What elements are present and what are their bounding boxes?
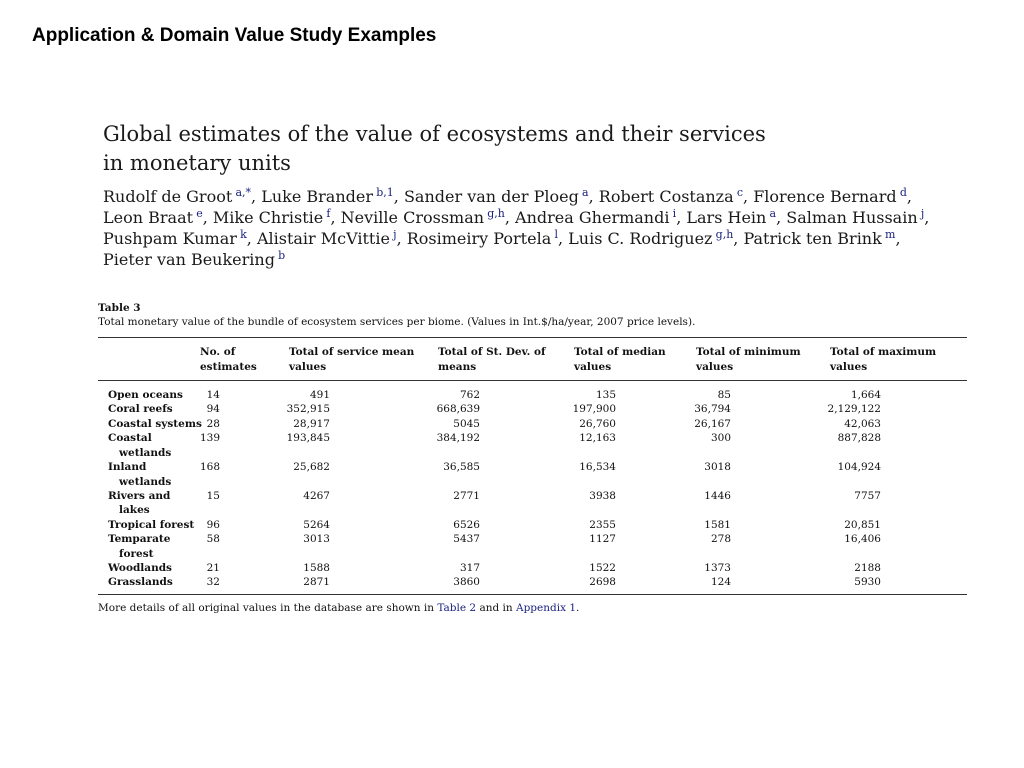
author xyxy=(686,208,786,227)
table-row xyxy=(0,431,1024,459)
header-max xyxy=(830,345,936,374)
paper-title xyxy=(103,120,803,178)
biome-label: wetlands xyxy=(119,475,172,488)
value-cell-mean: 1588 xyxy=(303,561,330,574)
header-line: means xyxy=(438,360,477,373)
author-separator: , xyxy=(906,187,912,206)
biome-cell xyxy=(108,460,171,489)
author-name: Rudolf de Groot xyxy=(103,187,233,206)
value-cell-sd: 2771 xyxy=(453,489,480,502)
table-bottom-rule xyxy=(98,594,967,595)
value-cell-max: 5930 xyxy=(854,576,881,589)
biome-cell xyxy=(108,532,170,561)
author-separator: , xyxy=(202,208,213,227)
value-cell-min: 1581 xyxy=(704,518,731,531)
value-cell-median: 16,534 xyxy=(579,461,616,473)
header-line: No. of xyxy=(200,346,236,358)
biome-cell xyxy=(108,489,170,518)
value-cell-max: 2,129,122 xyxy=(827,403,881,416)
author-separator: , xyxy=(251,187,262,206)
author-separator: , xyxy=(393,187,404,206)
header-line: Total of minimum xyxy=(696,346,801,358)
value-cell-n: 168 xyxy=(199,461,220,473)
author-affiliation-link[interactable]: c xyxy=(736,186,744,199)
biome-label: Rivers and xyxy=(108,489,171,502)
header-line: Total of service mean xyxy=(289,346,415,358)
author xyxy=(404,187,599,206)
author xyxy=(407,229,568,248)
author-separator: , xyxy=(676,208,687,227)
table-row xyxy=(0,417,1024,432)
value-cell-mean: 5264 xyxy=(303,518,330,531)
value-cell-min: 1373 xyxy=(704,561,731,574)
header-line: Total of St. Dev. of xyxy=(438,346,546,358)
author-affiliation-link[interactable]: e xyxy=(196,207,203,220)
table-header-rule xyxy=(98,380,967,381)
author-name: Florence Bernard xyxy=(753,187,897,206)
table-footnote xyxy=(98,602,579,614)
value-cell-sd: 668,639 xyxy=(436,403,480,416)
author-affiliation-link[interactable]: a xyxy=(582,186,589,199)
value-cell-sd: 5437 xyxy=(453,533,480,545)
header-line: values xyxy=(574,360,612,373)
header-line: values xyxy=(830,360,868,373)
author-separator: , xyxy=(588,187,599,206)
author-separator: , xyxy=(733,229,744,248)
value-cell-min: 278 xyxy=(710,533,731,545)
author-name: Andrea Ghermandi xyxy=(515,208,670,227)
value-cell-mean: 4267 xyxy=(303,489,330,502)
value-cell-mean: 3013 xyxy=(303,533,330,545)
value-cell-sd: 6526 xyxy=(453,518,480,531)
value-cell-sd: 5045 xyxy=(453,417,480,430)
value-cell-median: 2698 xyxy=(589,576,616,589)
paper-title-line: Global estimates of the value of ecosystems and their services xyxy=(103,122,766,146)
author-name: Robert Costanza xyxy=(598,187,734,206)
author-name: Neville Crossman xyxy=(340,208,485,227)
value-cell-n: 14 xyxy=(206,389,220,401)
header-line: values xyxy=(696,360,734,373)
value-cell-median: 26,760 xyxy=(579,417,616,430)
value-cell-mean: 352,915 xyxy=(286,403,330,416)
author-name: Salman Hussain xyxy=(786,208,918,227)
footnote-text: and in xyxy=(476,602,516,614)
header-n xyxy=(200,345,257,374)
header-min xyxy=(696,345,801,374)
biome-label: Temparate xyxy=(108,533,171,545)
author-separator: , xyxy=(895,229,901,248)
value-cell-n: 139 xyxy=(199,432,220,445)
biome-label: Woodlands xyxy=(108,561,172,574)
value-cell-mean: 491 xyxy=(309,389,330,401)
author xyxy=(743,229,900,248)
table-top-rule xyxy=(98,337,967,338)
author xyxy=(213,208,341,227)
author-affiliation-link[interactable]: k xyxy=(240,228,247,241)
value-cell-median: 12,163 xyxy=(579,432,616,445)
author-name: Patrick ten Brink xyxy=(743,229,882,248)
header-line: values xyxy=(289,360,327,373)
biome-label: forest xyxy=(119,547,154,560)
author-separator: , xyxy=(776,208,787,227)
value-cell-median: 1127 xyxy=(589,533,616,545)
value-cell-max: 104,924 xyxy=(837,461,881,473)
author-name: Lars Hein xyxy=(686,208,767,227)
author xyxy=(103,250,285,269)
author-affiliation-link[interactable]: g,h xyxy=(715,228,734,241)
header-line: estimates xyxy=(200,360,257,373)
value-cell-max: 16,406 xyxy=(844,533,881,545)
author-affiliation-link[interactable]: g,h xyxy=(487,207,505,220)
biome-label: Coral reefs xyxy=(108,403,173,416)
value-cell-max: 2188 xyxy=(854,561,881,574)
table-caption: Total monetary value of the bundle of ecosystem services per biome. (Values in Int.$/ha/year, 2007 price levels). xyxy=(98,316,696,328)
value-cell-min: 300 xyxy=(710,432,731,445)
value-cell-median: 197,900 xyxy=(572,403,616,416)
author-name: Rosimeiry Portela xyxy=(406,229,552,248)
biome-label: Coastal systems xyxy=(108,417,202,430)
table-row xyxy=(0,518,1024,533)
value-cell-mean: 193,845 xyxy=(286,432,330,445)
value-cell-median: 1522 xyxy=(589,561,616,574)
biome-cell xyxy=(108,388,183,403)
author-name: Pieter van Beukering xyxy=(103,250,275,269)
table-row xyxy=(0,532,1024,560)
author-affiliation-link[interactable]: b xyxy=(278,249,286,262)
author-name: Leon Braat xyxy=(103,208,194,227)
author-affiliation-link[interactable]: a xyxy=(769,207,777,220)
biome-label: lakes xyxy=(119,504,150,517)
value-cell-min: 85 xyxy=(717,389,731,401)
author-name: Luke Brander xyxy=(261,187,374,206)
author-separator: , xyxy=(330,208,341,227)
value-cell-median: 135 xyxy=(595,389,616,401)
author-affiliation-link[interactable]: a,* xyxy=(235,186,252,199)
value-cell-mean: 2871 xyxy=(303,576,330,589)
value-cell-sd: 36,585 xyxy=(443,461,480,473)
slide-title: Application & Domain Value Study Examples xyxy=(32,25,437,46)
header-mean xyxy=(289,345,414,374)
table-label: Table 3 xyxy=(98,302,141,314)
footnote-text: More details of all original values in the database are shown in xyxy=(98,602,438,614)
value-cell-mean: 28,917 xyxy=(293,417,330,430)
author-separator: , xyxy=(557,229,569,248)
value-cell-sd: 762 xyxy=(459,389,480,401)
author-separator: , xyxy=(924,208,930,227)
value-cell-n: 21 xyxy=(206,561,220,574)
author xyxy=(341,208,515,227)
author xyxy=(599,187,753,206)
author xyxy=(103,187,261,206)
header-line: Total of median xyxy=(574,346,666,358)
author-affiliation-link[interactable]: l xyxy=(554,228,558,241)
author-separator: , xyxy=(246,229,257,248)
value-cell-max: 1,664 xyxy=(850,389,881,401)
biome-cell xyxy=(108,575,173,590)
author xyxy=(568,229,743,248)
author-name: Luis C. Rodriguez xyxy=(568,229,713,248)
author-affiliation-link[interactable]: j xyxy=(393,228,397,241)
biome-label: Coastal xyxy=(108,432,152,445)
biome-cell xyxy=(108,402,173,417)
author-affiliation-link[interactable]: b,1 xyxy=(376,186,394,199)
value-cell-n: 15 xyxy=(206,489,220,502)
biome-label: Grasslands xyxy=(108,576,173,589)
header-median xyxy=(574,345,666,374)
author xyxy=(257,229,407,248)
value-cell-min: 26,167 xyxy=(694,417,731,430)
footnote-text: . xyxy=(576,602,580,614)
biome-cell xyxy=(108,431,171,460)
value-cell-max: 887,828 xyxy=(837,432,881,445)
author-list xyxy=(103,186,933,270)
value-cell-sd: 317 xyxy=(459,561,480,574)
author-affiliation-link[interactable]: j xyxy=(920,207,925,220)
value-cell-min: 124 xyxy=(710,576,731,589)
value-cell-min: 3018 xyxy=(704,461,731,473)
biome-label: Inland xyxy=(108,461,147,473)
author xyxy=(515,208,686,227)
author-affiliation-link[interactable]: i xyxy=(672,207,677,220)
author-name: Pushpam Kumar xyxy=(103,229,237,248)
value-cell-max: 42,063 xyxy=(844,417,881,430)
value-cell-min: 1446 xyxy=(704,489,731,502)
table-row xyxy=(0,489,1024,517)
value-cell-median: 3938 xyxy=(589,489,616,502)
author-affiliation-link[interactable]: m xyxy=(885,228,896,241)
paper-title-line: in monetary units xyxy=(103,151,291,175)
value-cell-n: 28 xyxy=(206,417,220,430)
author-affiliation-link[interactable]: d xyxy=(899,186,907,199)
table-row xyxy=(0,388,1024,403)
author-name: Sander van der Ploeg xyxy=(403,187,579,206)
biome-label: wetlands xyxy=(119,446,172,459)
value-cell-sd: 3860 xyxy=(453,576,480,589)
author xyxy=(103,229,257,248)
biome-cell xyxy=(108,561,172,576)
author-name: Mike Christie xyxy=(212,208,324,227)
header-line: Total of maximum xyxy=(830,346,937,358)
table-row xyxy=(0,575,1024,590)
value-cell-n: 58 xyxy=(206,533,220,545)
value-cell-n: 32 xyxy=(206,576,220,589)
biome-label: Tropical forest xyxy=(108,518,195,531)
value-cell-max: 7757 xyxy=(854,489,881,502)
table-row xyxy=(0,460,1024,488)
author xyxy=(261,187,404,206)
author-name: Alistair McVittie xyxy=(256,229,390,248)
author xyxy=(786,208,929,227)
table-row xyxy=(0,561,1024,576)
table-row xyxy=(0,402,1024,417)
value-cell-median: 2355 xyxy=(589,518,616,531)
value-cell-min: 36,794 xyxy=(694,403,731,416)
appendix-1-link[interactable]: Appendix 1 xyxy=(516,602,577,614)
author-separator: , xyxy=(396,229,407,248)
value-cell-n: 96 xyxy=(206,518,220,531)
author-affiliation-link[interactable]: f xyxy=(326,207,331,220)
author-separator: , xyxy=(504,208,516,227)
value-cell-n: 94 xyxy=(206,403,220,416)
value-cell-sd: 384,192 xyxy=(436,432,480,445)
author xyxy=(103,208,213,227)
value-cell-mean: 25,682 xyxy=(293,461,330,473)
biome-label: Open oceans xyxy=(108,389,183,401)
value-cell-max: 20,851 xyxy=(844,518,881,531)
header-sd xyxy=(438,345,546,374)
author xyxy=(753,187,912,206)
author-separator: , xyxy=(743,187,754,206)
table-2-link[interactable]: Table 2 xyxy=(437,602,477,614)
